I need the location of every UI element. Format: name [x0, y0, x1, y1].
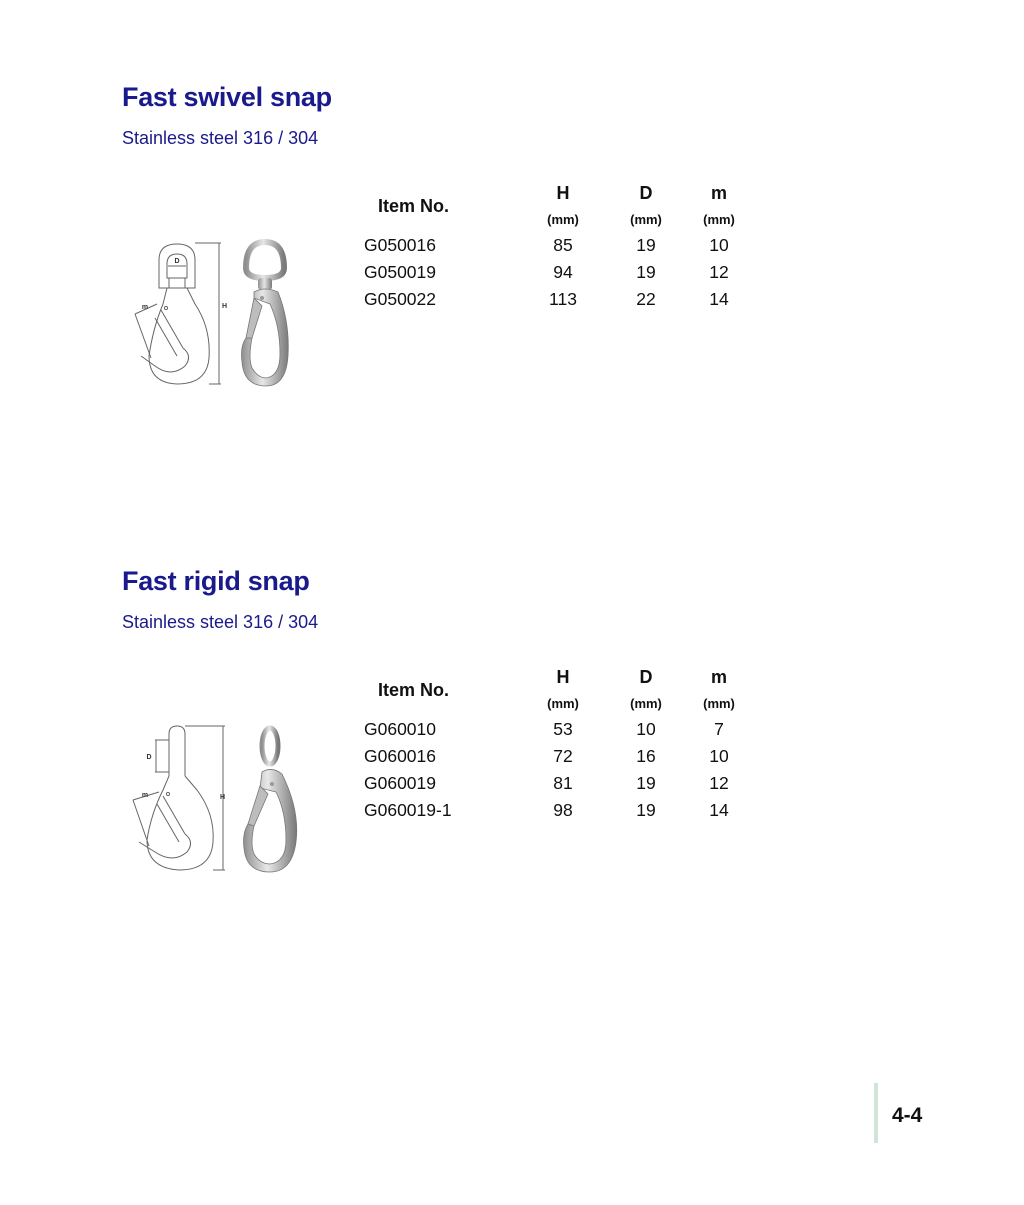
swivel-snap-diagram	[125, 238, 230, 393]
cell-h: 81	[553, 773, 573, 793]
diagram-label-h: H	[222, 303, 228, 310]
cell-item-no: G060010	[364, 719, 437, 739]
cell-h: 94	[553, 262, 573, 282]
diagram-label-d: D	[174, 258, 180, 265]
cell-m: 14	[709, 289, 729, 309]
page-number-divider	[874, 1083, 878, 1143]
table-row	[364, 797, 754, 824]
cell-h: 72	[553, 746, 573, 766]
table-header-row	[364, 180, 754, 206]
header-item-no: Item No.	[378, 679, 450, 700]
spec-table	[364, 664, 754, 824]
cell-d: 19	[636, 262, 656, 282]
header-m: m	[710, 666, 727, 687]
header-m: m	[710, 182, 727, 203]
diagram-label-h: H	[220, 794, 226, 801]
cell-m: 14	[709, 800, 729, 820]
cell-m: 12	[709, 773, 729, 793]
cell-m: 10	[709, 235, 729, 255]
cell-d: 10	[636, 719, 656, 739]
cell-item-no: G060019-1	[364, 800, 452, 820]
cell-d: 16	[636, 746, 656, 766]
section-title: Fast swivel snap	[122, 82, 332, 112]
cell-item-no: G050016	[364, 235, 437, 255]
table-header-row	[364, 664, 754, 690]
section-title: Fast rigid snap	[122, 566, 310, 596]
cell-h: 53	[553, 719, 573, 739]
table-row	[364, 286, 754, 313]
cell-h: 85	[553, 235, 573, 255]
cell-item-no: G060019	[364, 773, 437, 793]
section-subtitle: Stainless steel 316 / 304	[122, 612, 319, 632]
page-number: 4-4	[892, 1104, 923, 1127]
header-d: D	[639, 666, 653, 687]
cell-h: 98	[553, 800, 573, 820]
rigid-snap-diagram	[125, 722, 235, 877]
unit-d: (mm)	[630, 211, 662, 227]
cell-m: 10	[709, 746, 729, 766]
cell-d: 22	[636, 289, 656, 309]
unit-d: (mm)	[630, 695, 662, 711]
spec-table	[364, 180, 754, 313]
unit-m: (mm)	[703, 211, 735, 227]
section-subtitle: Stainless steel 316 / 304	[122, 128, 319, 148]
table-row	[364, 716, 754, 743]
cell-item-no: G050019	[364, 262, 437, 282]
header-h: H	[556, 666, 570, 687]
diagram-label-d: D	[146, 754, 152, 761]
cell-d: 19	[636, 800, 656, 820]
diagram-label-m: m	[141, 792, 149, 799]
cell-item-no: G060016	[364, 746, 437, 766]
diagram-label-m: m	[141, 304, 149, 311]
unit-h: (mm)	[547, 211, 579, 227]
header-h: H	[556, 182, 570, 203]
unit-h: (mm)	[547, 695, 579, 711]
table-row	[364, 743, 754, 770]
swivel-snap-photo	[232, 238, 302, 393]
header-d: D	[639, 182, 653, 203]
rigid-snap-photo	[232, 722, 307, 877]
cell-d: 19	[636, 235, 656, 255]
table-row	[364, 770, 754, 797]
cell-h: 113	[549, 289, 577, 309]
cell-item-no: G050022	[364, 289, 437, 309]
cell-m: 12	[709, 262, 729, 282]
table-row	[364, 232, 754, 259]
unit-m: (mm)	[703, 695, 735, 711]
header-item-no: Item No.	[378, 195, 450, 216]
table-row	[364, 259, 754, 286]
cell-d: 19	[636, 773, 656, 793]
cell-m: 7	[714, 719, 724, 739]
